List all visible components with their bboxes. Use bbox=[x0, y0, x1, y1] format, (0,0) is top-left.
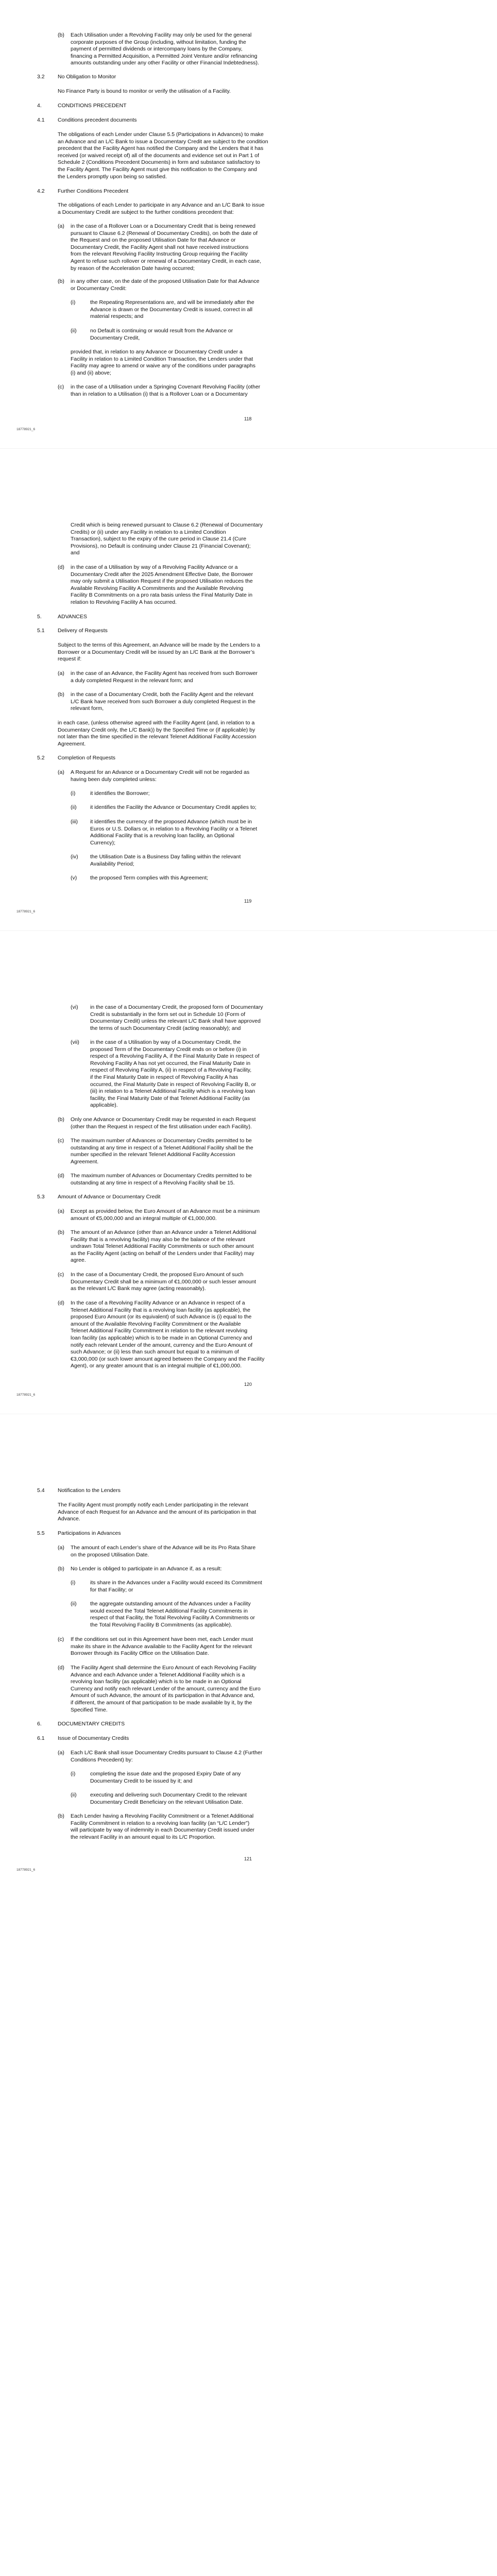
paragraph-line: no Default is continuing or would result from the Advance or bbox=[90, 328, 233, 334]
paragraph-label: (ii) bbox=[71, 328, 77, 334]
paragraph-line: occurred, the Final Maturity Date in respect of Revolving Facility B, or bbox=[90, 1081, 256, 1088]
paragraph-line: Borrower or a Documentary Credit will be issued by an L/C Bank at the Borrower’s bbox=[58, 649, 255, 655]
paragraph-line: a duly completed Request in the relevant form; and bbox=[71, 677, 193, 684]
paragraph-line: in the case of a Documentary Credit, both the Facility Agent and the relevant bbox=[71, 691, 253, 698]
paragraph-line: (other than the Request in respect of the first utilisation under each Facility). bbox=[71, 1123, 252, 1130]
paragraph-line: Advance of each Request for an Advance and the amount of its participation in that bbox=[58, 1509, 256, 1515]
paragraph-line: notify each relevant Lender of the amount, currency and the Euro Amount of bbox=[71, 1342, 253, 1348]
paragraph-line: Documentary Credit) unless the relevant L/C Bank shall have approved bbox=[90, 1018, 261, 1025]
clause-number: 4. bbox=[37, 103, 42, 109]
paragraph-line: Telenet Additional Facility Commitment in relation to the relevant revolving bbox=[71, 1328, 248, 1334]
paragraph-line: the aggregate outstanding amount of the Advances under a Facility bbox=[90, 1601, 251, 1607]
paragraph-line: the Facility Agent. The Facility Agent must give this notification to the Company and bbox=[58, 166, 257, 173]
paragraph-label: (i) bbox=[71, 790, 76, 796]
paragraph-line: Amount of such Advance, the amount of its participation in that Advance and, bbox=[71, 1692, 255, 1699]
paragraph-line: €3,000,000 (or such lower amount agreed between the Company and the Facility bbox=[71, 1355, 265, 1362]
paragraph-line: agree. bbox=[71, 1257, 86, 1264]
paragraph-label: (vii) bbox=[71, 1039, 79, 1045]
paragraph-line: Documentary Credit Beneficiary on the relevant Utilisation Date. bbox=[90, 1799, 244, 1805]
paragraph-line: it identifies the Borrower; bbox=[90, 790, 150, 796]
paragraph-line: Except as provided below, the Euro Amount of an Advance must be a minimum bbox=[71, 1208, 260, 1214]
paragraph-line: Schedule 2 (Conditions Precedent Documents) in form and substance satisfactory to bbox=[58, 159, 260, 166]
paragraph-label: (a) bbox=[58, 1545, 64, 1551]
paragraph-line: precedent that the Facility Agent has notified the Company and the Lenders that it has bbox=[58, 145, 264, 152]
paragraph-line: The maximum number of Advances or Documentary Credits permitted to be bbox=[71, 1173, 252, 1179]
paragraph-line: or Documentary Credit: bbox=[71, 285, 127, 292]
clause-number: 5.2 bbox=[37, 755, 45, 761]
paragraph-line: as the Facility Agent (acting on behalf of the Lenders under that Facility) may bbox=[71, 1250, 254, 1257]
paragraph-line: the terms of such Documentary Credit (acting reasonably); and bbox=[90, 1025, 241, 1031]
paragraph-line: if different, the amount of that participation to be made available by it, by the bbox=[71, 1700, 252, 1706]
paragraph-line: Borrower through its Facility Office on the Utilisation Date. bbox=[71, 1650, 209, 1657]
paragraph-line: The maximum number of Advances or Documentary Credits permitted to be bbox=[71, 1138, 252, 1144]
paragraph-line: The Facility Agent shall determine the Euro Amount of each Revolving Facility bbox=[71, 1665, 256, 1671]
paragraph-line: payment of permitted dividends or intercompany loans by the Company, bbox=[71, 46, 243, 53]
paragraph-line: Telenet Additional Facility that is a revolving loan facility (as applicable), the bbox=[71, 1307, 251, 1313]
paragraph-line: in the case of a Utilisation under a Springing Covenant Revolving Facility (other bbox=[71, 384, 261, 390]
paragraph-line: Currency); bbox=[90, 839, 116, 846]
paragraph-line: in the case of a Rollover Loan or a Documentary Credit that is being renewed bbox=[71, 223, 255, 229]
paragraph-line: not later than the time specified in the relevant Telenet Additional Facility Accession bbox=[58, 734, 256, 740]
paragraph-line: (iii) in relation to a Telenet Additional Facility which is a revolving loan bbox=[90, 1088, 255, 1095]
clause-number: 4.2 bbox=[37, 188, 45, 194]
paragraph-line: Facility in relation to a Limited Condition Transaction, the Lenders under that bbox=[71, 355, 253, 362]
paragraph-label: (d) bbox=[58, 1300, 64, 1306]
paragraph-line: proposed Term of the Documentary Credit ends on or before (i) in bbox=[90, 1046, 247, 1053]
paragraph-line: than in relation to a Utilisation (i) that is a Rollover Loan or a Documentary bbox=[71, 391, 248, 397]
document-reference-footer: 18778921_6 bbox=[16, 428, 36, 431]
paragraph-line: Agent), or any greater amount that is an integral multiple of €1,000,000. bbox=[71, 1363, 242, 1369]
paragraph-line: in the case of a Documentary Credit, the proposed form of Documentary bbox=[90, 1004, 263, 1010]
paragraph-line: the Utilisation Date is a Business Day falling within the relevant bbox=[90, 854, 241, 860]
paragraph-label: (c) bbox=[58, 384, 64, 390]
paragraph-label: (b) bbox=[58, 1116, 64, 1123]
paragraph-line: Provisions), no Default is continuing under Clause 21 (Financial Covenant); bbox=[71, 543, 251, 549]
paragraph-line: Credit is substantially in the form set out in Schedule 10 (Form of bbox=[90, 1011, 246, 1018]
paragraph-line: in the case of a Utilisation by way of a Revolving Facility Advance or a bbox=[71, 564, 238, 570]
paragraph-line: Currency and notify each relevant Lender of the amount, currency and the Euro bbox=[71, 1685, 261, 1692]
paragraph-line: revolving loan facility (as applicable) which is to be made in an Optional bbox=[71, 1679, 242, 1685]
paragraph-label: (d) bbox=[58, 1173, 64, 1179]
clause-number: 5. bbox=[37, 614, 42, 620]
clause-number: 6.1 bbox=[37, 1735, 45, 1741]
paragraph-label: (d) bbox=[58, 564, 64, 570]
paragraph-label: (b) bbox=[58, 1813, 64, 1819]
paragraph-line: Conditions Precedent) by: bbox=[71, 1756, 133, 1763]
paragraph-label: (a) bbox=[58, 1208, 64, 1214]
paragraph-line: If the conditions set out in this Agreement have been met, each Lender must bbox=[71, 1636, 253, 1642]
paragraph-line: Agreement. bbox=[58, 740, 86, 747]
paragraph-label: (ii) bbox=[71, 1792, 77, 1798]
paragraph-line: Documentary Credit after the 2025 Amendment Effective Date, the Borrower bbox=[71, 571, 253, 578]
paragraph-line: material respects; and bbox=[90, 313, 144, 320]
paragraph-line: by reason of the Acceleration Date having occurred; bbox=[71, 265, 195, 272]
paragraph-label: (a) bbox=[58, 223, 64, 229]
clause-number: 5.4 bbox=[37, 1487, 45, 1494]
clause-heading: Issue of Documentary Credits bbox=[58, 1735, 129, 1741]
page-number: 121 bbox=[244, 1856, 252, 1861]
paragraph-line: its share in the Advances under a Facility would exceed its Commitment bbox=[90, 1580, 262, 1586]
document-reference-footer: 18778921_6 bbox=[16, 910, 36, 913]
clause-heading: Amount of Advance or Documentary Credit bbox=[58, 1194, 161, 1200]
clause-heading: No Obligation to Monitor bbox=[58, 74, 116, 80]
paragraph-line: the proposed Term complies with this Agreement; bbox=[90, 875, 209, 881]
paragraph-label: (d) bbox=[58, 1665, 64, 1671]
paragraph-line: in each case, (unless otherwise agreed with the Facility Agent (and, in relation to a bbox=[58, 720, 255, 726]
paragraph-line: The obligations of each Lender under Clause 5.5 (Participations in Advances) to make bbox=[58, 131, 264, 138]
paragraph-label: (iii) bbox=[71, 819, 78, 825]
page-number: 118 bbox=[244, 416, 252, 421]
paragraph-line: Advance. bbox=[58, 1516, 80, 1522]
paragraph-line: in the case of an Advance, the Facility Agent has received from such Borrower bbox=[71, 670, 258, 676]
paragraph-label: (c) bbox=[58, 1272, 64, 1278]
paragraph-line: Facility B Commitments on a pro rata basis unless the Final Maturity Date in bbox=[71, 592, 253, 599]
paragraph-line: Advance is drawn or the Documentary Credit is issued, correct in all bbox=[90, 306, 253, 313]
paragraph-line: Documentary Credit to be issued by it; and bbox=[90, 1777, 193, 1784]
paragraph-line: having been duly completed unless: bbox=[71, 776, 157, 783]
paragraph-label: (c) bbox=[58, 1636, 64, 1642]
clause-number: 5.5 bbox=[37, 1530, 45, 1536]
clause-heading: Participations in Advances bbox=[58, 1530, 121, 1536]
paragraph-label: (iv) bbox=[71, 854, 78, 860]
paragraph-line: The amount of an Advance (other than an Advance under a Telenet Additional bbox=[71, 1229, 256, 1235]
paragraph-label: (a) bbox=[58, 670, 64, 676]
clause-number: 4.1 bbox=[37, 117, 45, 123]
paragraph-label: (ii) bbox=[71, 804, 77, 810]
paragraph-line: pursuant to Clause 6.2 (Renewal of Documentary Credits), on both the date of bbox=[71, 230, 258, 236]
paragraph-line: Available Revolving Facility A Commitments and the Available Revolving bbox=[71, 585, 244, 591]
paragraph-line: the relevant Facility in an amount equal to its L/C Proportion. bbox=[71, 1834, 216, 1840]
clause-heading: Completion of Requests bbox=[58, 755, 116, 761]
paragraph-line: Revolving Facility A has not yet occurred, the Final Maturity Date in bbox=[90, 1060, 251, 1066]
paragraph-line: Each L/C Bank shall issue Documentary Credits pursuant to Clause 4.2 (Further bbox=[71, 1750, 263, 1756]
paragraph-line: Each Lender having a Revolving Facility Commitment or a Telenet Additional bbox=[71, 1813, 254, 1819]
paragraph-line: from the relevant Revolving Facility Instructing Group requiring the Facility bbox=[71, 251, 248, 258]
paragraph-label: (b) bbox=[58, 1229, 64, 1235]
paragraph-label: (a) bbox=[58, 1750, 64, 1756]
paragraph-line: financing a Permitted Acquisition, a Permitted Joint Venture and/or refinancing bbox=[71, 53, 258, 59]
clause-heading: CONDITIONS PRECEDENT bbox=[58, 103, 127, 109]
paragraph-line: amount of €5,000,000 and an integral multiple of €1,000,000. bbox=[71, 1215, 217, 1222]
paragraph-label: (i) bbox=[71, 1580, 76, 1586]
paragraph-line: The Facility Agent must promptly notify each Lender participating in the relevant bbox=[58, 1502, 249, 1508]
paragraph-line: if the Final Maturity Date in respect of Revolving Facility A has bbox=[90, 1074, 238, 1080]
page-break-divider bbox=[0, 930, 497, 931]
paragraph-line: In the case of a Revolving Facility Advance or an Advance in respect of a bbox=[71, 1300, 245, 1306]
paragraph-line: such Advance; or (ii) less than such amount but equal to a minimum of bbox=[71, 1349, 239, 1355]
clause-heading: DOCUMENTARY CREDITS bbox=[58, 1721, 125, 1727]
paragraph-label: (v) bbox=[71, 875, 77, 881]
paragraph-line: make its share in the Advance available to the Facility Agent for the relevant bbox=[71, 1643, 252, 1650]
paragraph-line: Agreement. bbox=[71, 1158, 99, 1165]
page-number: 120 bbox=[244, 1382, 252, 1387]
paragraph-line: respect of Revolving Facility A, (ii) in respect of a Revolving Facility, bbox=[90, 1067, 252, 1074]
paragraph-label: (b) bbox=[58, 278, 64, 284]
paragraph-line: proposed Euro Amount (or its equivalent) of such Advance is (i) equal to the bbox=[71, 1314, 252, 1320]
paragraph-line: provided that, in relation to any Advance or Documentary Credit under a bbox=[71, 349, 243, 355]
paragraph-line: facility, the Final Maturity Date of that Telenet Additional Facility (as bbox=[90, 1095, 250, 1101]
paragraph-line: for that Facility; or bbox=[90, 1586, 133, 1593]
paragraph-line: Agent to refuse such rollover or renewal of a Documentary Credit, in each case, bbox=[71, 258, 262, 264]
paragraph-line: The obligations of each Lender to participate in any Advance and an L/C Bank to issue bbox=[58, 202, 265, 208]
paragraph-line: Facility Commitment in relation to a revolving loan facility (an “L/C Lender”) bbox=[71, 1820, 250, 1826]
clause-heading: ADVANCES bbox=[58, 614, 87, 620]
paragraph-line: on the proposed Utilisation Date. bbox=[71, 1551, 149, 1558]
paragraph-line: No Finance Party is bound to monitor or verify the utilisation of a Facility. bbox=[58, 88, 231, 94]
clause-number: 6. bbox=[37, 1721, 42, 1727]
paragraph-line: Advance and each Advance under a Telenet Additional Facility which is a bbox=[71, 1671, 245, 1678]
paragraph-line: amount of the Available Revolving Facility Commitment or the Available bbox=[71, 1320, 241, 1327]
paragraph-line: may only submit a Utilisation Request if the proposed Utilisation reduces the bbox=[71, 578, 253, 585]
paragraph-line: in the case of a Utilisation by way of a Documentary Credit, the bbox=[90, 1039, 241, 1045]
paragraph-label: (ii) bbox=[71, 1601, 77, 1607]
paragraph-line: outstanding at any time in respect of a Telenet Additional Facility shall be the bbox=[71, 1144, 253, 1151]
paragraph-line: it identifies the Facility the Advance or Documentary Credit applies to; bbox=[90, 804, 256, 810]
paragraph-line: The amount of each Lender’s share of the Advance will be its Pro Rata Share bbox=[71, 1545, 256, 1551]
paragraph-line: A Request for an Advance or a Documentary Credit will not be regarded as bbox=[71, 769, 250, 775]
paragraph-line: Facility that is a revolving facility) may also be the balance of the relevant bbox=[71, 1236, 246, 1243]
paragraph-label: (b) bbox=[58, 1566, 64, 1572]
paragraph-line: Subject to the terms of this Agreement, an Advance will be made by the Lenders to a bbox=[58, 642, 260, 648]
paragraph-line: Transaction), subject to the expiry of the cure period in Clause 21.4 (Cure bbox=[71, 536, 247, 543]
paragraph-line: relevant form, bbox=[71, 705, 104, 712]
paragraph-line: Only one Advance or Documentary Credit may be requested in each Request bbox=[71, 1116, 256, 1123]
paragraph-line: as the relevant L/C Bank may agree (acting reasonably). bbox=[71, 1285, 206, 1292]
paragraph-label: (i) bbox=[71, 299, 76, 306]
paragraph-line: applicable). bbox=[90, 1102, 118, 1109]
page-break-divider bbox=[0, 448, 497, 449]
paragraph-line: will participate by way of indemnity in each Documentary Credit issued under bbox=[71, 1827, 255, 1834]
paragraph-line: respect of that Facility, the Total Revolving Facility A Commitments or bbox=[90, 1615, 255, 1621]
paragraph-line: Documentary Credit only, the L/C Bank)) by the Specified Time or (if applicable) by bbox=[58, 726, 255, 733]
paragraph-line: the Lenders promptly upon being so satisfied. bbox=[58, 173, 167, 180]
paragraph-line: In the case of a Documentary Credit, the proposed Euro Amount of such bbox=[71, 1272, 244, 1278]
clause-heading: Notification to the Lenders bbox=[58, 1487, 121, 1494]
paragraph-line: request if: bbox=[58, 656, 82, 663]
paragraph-line: undrawn Total Telenet Additional Facility Commitments or such other amount bbox=[71, 1243, 254, 1250]
paragraph-line: executing and delivering such Documentary Credit to the relevant bbox=[90, 1792, 247, 1798]
paragraph-line: Euros or U.S. Dollars or, in relation to a Revolving Facility or a Telenet bbox=[90, 825, 258, 832]
paragraph-line: Additional Facility that is a revolving loan facility, an Optional bbox=[90, 833, 234, 839]
paragraph-label: (a) bbox=[58, 769, 64, 775]
paragraph-line: Documentary Credit, bbox=[90, 334, 140, 341]
clause-heading: Conditions precedent documents bbox=[58, 117, 137, 123]
paragraph-line: an Advance and an L/C Bank to issue a Documentary Credit are subject to the condition bbox=[58, 138, 268, 145]
paragraph-line: received (or waived receipt of) all of the documents and evidence set out in Part 1 of bbox=[58, 152, 260, 159]
clause-heading: Further Conditions Precedent bbox=[58, 188, 129, 194]
paragraph-line: completing the issue date and the proposed Expiry Date of any bbox=[90, 1771, 241, 1777]
paragraph-line: relation to Revolving Facility A has occurred. bbox=[71, 599, 177, 605]
paragraph-line: outstanding at any time in respect of a Revolving Facility shall be 15. bbox=[71, 1179, 235, 1186]
paragraph-label: (i) bbox=[71, 1771, 76, 1777]
clause-heading: Delivery of Requests bbox=[58, 628, 108, 634]
paragraph-line: Documentary Credit shall be a minimum of €1,000,000 or such lesser amount bbox=[71, 1278, 256, 1285]
clause-number: 3.2 bbox=[37, 74, 45, 80]
paragraph-line: Each Utilisation under a Revolving Facility may only be used for the general bbox=[71, 32, 252, 38]
paragraph-line: in any other case, on the date of the proposed Utilisation Date for that Advance bbox=[71, 278, 260, 284]
paragraph-line: respect of a Revolving Facility A, if the Final Maturity Date in respect of bbox=[90, 1053, 260, 1060]
paragraph-label: (c) bbox=[58, 1138, 64, 1144]
paragraph-line: Specified Time. bbox=[71, 1706, 108, 1713]
paragraph-line: loan facility (as applicable) which is to be made in an Optional Currency and bbox=[71, 1335, 252, 1341]
paragraph-line: a Documentary Credit are subject to the further conditions precedent that: bbox=[58, 209, 234, 215]
document-reference-footer: 18778921_6 bbox=[16, 1868, 36, 1872]
paragraph-line: Availability Period; bbox=[90, 860, 134, 867]
paragraph-line: Facility may agree to amend or waive any of the conditions under paragraphs bbox=[71, 363, 255, 369]
paragraph-line: (i) and (ii) above; bbox=[71, 369, 111, 376]
paragraph-line: corporate purposes of the Group (including, without limitation, funding the bbox=[71, 39, 246, 45]
clause-number: 5.1 bbox=[37, 628, 45, 634]
paragraph-line: the Total Revolving Facility B Commitments (as applicable). bbox=[90, 1621, 232, 1628]
paragraph-line: would exceed the Total Telenet Additional Facility Commitments in bbox=[90, 1607, 248, 1614]
paragraph-line: L/C Bank have received from such Borrower a duly completed Request in the bbox=[71, 698, 255, 705]
paragraph-line: the Request and on the proposed Utilisation Date for that Advance or bbox=[71, 237, 236, 244]
paragraph-line: and bbox=[71, 550, 80, 556]
paragraph-label: (b) bbox=[58, 32, 64, 38]
paragraph-label: (vi) bbox=[71, 1004, 78, 1010]
paragraph-line: amounts outstanding under any other Facility or other Financial Indebtedness). bbox=[71, 60, 259, 66]
paragraph-line: it identifies the currency of the proposed Advance (which must be in bbox=[90, 819, 252, 825]
paragraph-line: No Lender is obliged to participate in an Advance if, as a result: bbox=[71, 1566, 222, 1572]
page-number: 119 bbox=[244, 899, 252, 904]
paragraph-line: Credit which is being renewed pursuant to Clause 6.2 (Renewal of Documentary bbox=[71, 522, 263, 528]
paragraph-line: Documentary Credit, the Facility Agent shall not have received instructions bbox=[71, 244, 249, 250]
paragraph-line: Credits) or (ii) under any Facility in relation to a Limited Condition bbox=[71, 529, 226, 535]
paragraph-line: number specified in the relevant Telenet Additional Facility Accession bbox=[71, 1151, 235, 1158]
paragraph-label: (b) bbox=[58, 691, 64, 698]
clause-number: 5.3 bbox=[37, 1194, 45, 1200]
paragraph-line: the Repeating Representations are, and will be immediately after the bbox=[90, 299, 254, 306]
document-reference-footer: 18778921_6 bbox=[16, 1393, 36, 1397]
